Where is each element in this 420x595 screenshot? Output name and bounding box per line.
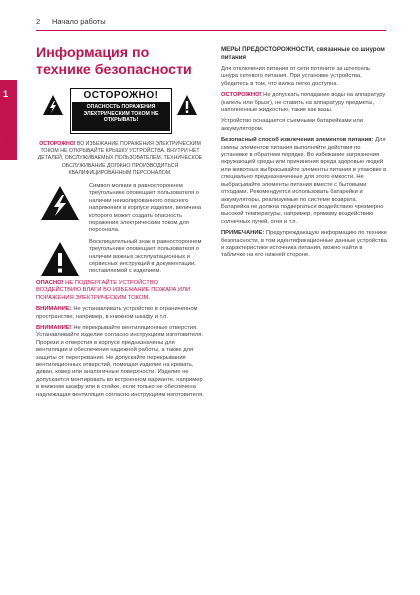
cord-text: Для отключения питания от сети потяните за штепсель шнура сетевого питания. При установке устройства, убедитесь в том, что вилка легко доступна. — [221, 66, 370, 87]
lightning-triangle-icon — [40, 185, 80, 221]
caution-title: ОСТОРОЖНО! — [83, 90, 159, 101]
exclamation-symbol-explanation: Восклицательный знак в равностороннем треугольнике оповещает пользователя о наличии важных эксплуатационных и сервисных инструкций в документации, поставляемой с изделием. — [36, 239, 204, 276]
water-caution: ОСТОРОЖНО! Не допускать попадание воды на аппаратуру (капель или брызг), не ставить на аппаратуру предметы, наполненные жидкостью, такие как вазы. — [221, 92, 386, 114]
right-column — [221, 46, 387, 264]
lightning-triangle-icon — [42, 94, 64, 116]
exclamation-triangle-icon — [176, 94, 198, 116]
section-title: Начало работы — [52, 17, 106, 26]
attention-ventilation: ВНИМАНИЕ! Не перекрывайте вентиляционные отверстия. Устанавливайте изделие согласно инструкциям изготовителя. — [36, 324, 203, 339]
ventilation-text: Прорези и отверстия в корпусе предназначены для вентиляции и обеспечения надежной работы, а также для защиты от перегревания. Не допускайте перекрывания вентиляционных отверстий, помещая изделие на кровать, диван, ковер или аналогичные поверхности. Изделие не допускается монтировать во встроенном варианте, например в книжном шкафу или в стойке, если только не обеспечена надлежащая вентиляция согласно инструкциям изготовителя. — [36, 339, 204, 398]
battery-disposal: Безопасный способ извлечения элементов питания: Для смены элементов питания выполняйте действия по установке в обратном порядке. Во избежание загрязнения окружающей среды или причинения вреда здоровью людей или животных выбрасывайте элементы питания в упаковке в специально предназначенные для этого емкости. Не выбрасывайте элементы питания вместе с бытовыми отходами. Рекомендуется использовать батарейки и аккумуляторы, реализуемые по системе возврата. Батарейка не должна подвергаться воздействию чрезмерно высокой температуры, например, прямому воздействию солнечных лучей, огня и т.п. — [221, 137, 387, 225]
exclamation-triangle-icon — [40, 241, 80, 277]
caution-label-graphic — [36, 87, 204, 137]
header-rule — [36, 30, 386, 31]
cord-heading: МЕРЫ ПРЕДОСТОРОЖНОСТИ, связанные со шнуром питания — [221, 46, 385, 61]
side-tab-label: Начало работы — [4, 105, 11, 152]
rating-note: ПРИМЕЧАНИЕ: Предупреждающую информацию по технике безопасности, в том идентификационные данные устройства и характеристики источника питания, можно найти в табличке на его нижней стороне. — [221, 230, 387, 259]
caution-subtitle: ОПАСНОСТЬ ПОРАЖЕНИЯ ЭЛЕКТРИЧЕСКИМ ТОКОМ НЕ ОТКРЫВАТЬ! — [72, 102, 170, 131]
battery-text: Устройство оснащается съемными батарейками или аккумулятором. — [221, 118, 364, 132]
lightning-symbol-explanation: Символ молнии в равностороннем треугольнике оповещает пользователя о наличии неизолированного опасного напряжения в корпусе изделия, величина которого может создать опасность поражения электрическим током для персонала. — [36, 183, 204, 235]
page-number: 2 — [36, 17, 41, 26]
side-tab-number: 1 — [3, 89, 9, 99]
left-column — [36, 45, 204, 403]
attention-enclosure: ВНИМАНИЕ: Не устанавливать устройство в ограниченном пространстве, например, в книжном шкафу и т.п. — [36, 306, 198, 320]
danger-warning: ОПАСНО! НЕ ПОДВЕРГАЙТЕ УСТРОЙСТВО ВОЗДЕЙСТВИЮ ВЛАГИ ВО ИЗБЕЖАНИЕ ПОЖАРА ИЛИ ПОРАЖЕНИЯ ЭЛЕКТРИЧЕСКИМ ТОКОМ. — [36, 279, 191, 301]
caution-box — [70, 88, 172, 134]
caution-note: ОСТОРОЖНО! ВО ИЗБЕЖАНИЕ ПОРАЖЕНИЯ ЭЛЕКТРИЧЕСКИМ ТОКОМ НЕ ОТКРЫВАЙТЕ КРЫШКУ УСТРОЙСТВА. ВНУТРИ НЕТ ДЕТАЛЕЙ, ОБСЛУЖИВАЕМЫХ ПОЛЬЗОВАТЕЛЕМ. ТЕХНИЧЕСКОЕ ОБСЛУЖИВАНИЕ ДОЛЖНО ПРОИЗВОДИТЬСЯ КВАЛИФИЦИРОВАННЫМ ПЕРСОНАЛОМ. — [37, 141, 203, 176]
page-title: Информация по технике безопасности — [36, 45, 192, 78]
